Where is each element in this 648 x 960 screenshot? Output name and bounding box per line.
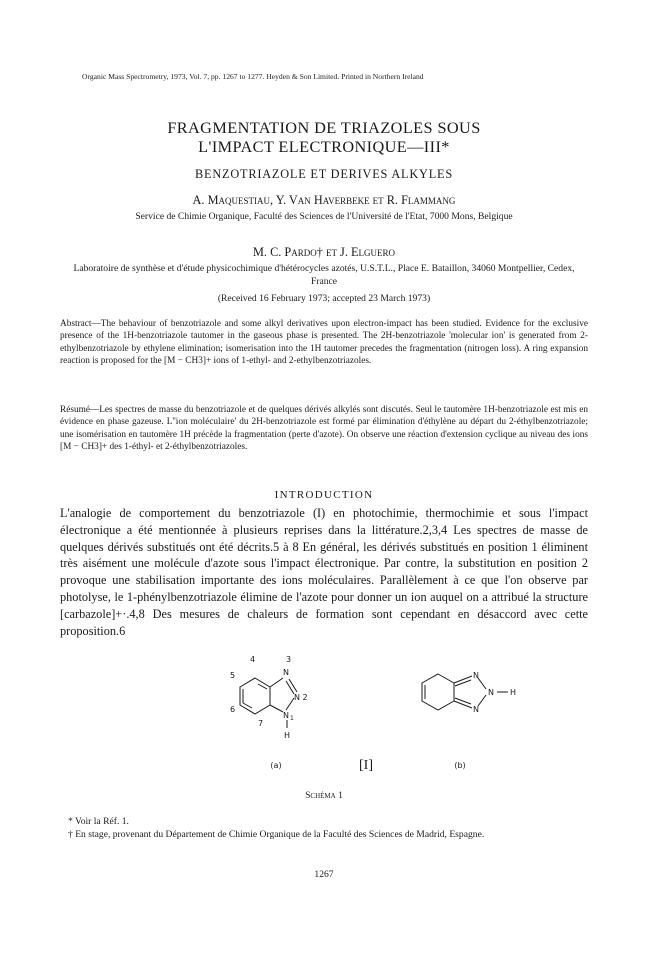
abstract-french: Résumé—Les spectres de masse du benzotriazole et de quelques dérivés alkylés sont discutés. Seul le tautomère 1H-benzotriazole est mis en évidence en phase gazeuse. L''ion moléculaire' du 2H-benzotriazole est formé par élimination d'éthylène au départ du 2-éthylbenzotriazole; une isomérisation en tautomère 1H précède la fragmentation (perte d'azote). On observe une réaction d'extension cyclique au niveau des ions [M − CH3]+ des 1-éthyl- et 2-éthylbenzotriazoles.: [60, 405, 588, 453]
structure-b-labels: [473, 671, 516, 714]
benzene-ring-b: [422, 674, 454, 710]
bond-c-n3: [270, 678, 283, 687]
footnotes: [60, 816, 588, 842]
structure-a: [240, 678, 297, 728]
scheme-caption: Schéma 1: [305, 790, 343, 801]
atom-b-h: H: [510, 688, 517, 697]
atom-h: H: [284, 731, 291, 740]
atom-b-n-top: N: [473, 671, 479, 680]
bond-c-n-bottom: [454, 701, 472, 708]
authors-group-1: A. Maquestiau, Y. Van Haverbeke et R. Flammang: [192, 193, 456, 207]
atom-number-4: 4: [250, 655, 256, 664]
section-heading: INTRODUCTION: [274, 489, 374, 501]
bond-n2-n1: [286, 698, 294, 710]
atom-n3: N: [283, 668, 289, 677]
footnote-1: * Voir la Réf. 1.: [68, 816, 129, 827]
journal-header: Organic Mass Spectrometry, 1973, Vol. 7, pp. 1267 to 1277. Heyden & Son Limited. Printed in Northern Ireland: [82, 72, 424, 81]
bond-n-n2-bottom: [478, 695, 486, 706]
scheme-label-a: (a): [270, 761, 282, 770]
atom-b-n-bottom: N: [473, 705, 479, 714]
paper-title: [0, 118, 648, 156]
bond-c-n-top: [454, 676, 472, 683]
structure-a-labels: [230, 655, 308, 740]
atom-b-n2: N: [488, 688, 494, 697]
footnote-2: † En stage, provenant du Département de Chimie Organique de la Faculté des Sciences de Madrid, Espagne.: [68, 828, 485, 840]
abstract-english: Abstract—The behaviour of benzotriazole and some alkyl derivatives upon electron-impact has been studied. Evidence for the exclusive presence of the 1H-benzotriazole tautomer in the gaseous phase is presented. The 2H-benzotriazole 'molecular ion' is generated from 2-ethylbenzotriazole by ethylene elimination; isomerisation into the 1H tautomer precedes the fragmentation (nitrogen loss). A ring expansion reaction is proposed for the [M − CH3]+ ions of 1-ethyl- and 2-ethylbenzotriazoles.: [60, 319, 588, 367]
scheme-label-b: (b): [454, 761, 466, 770]
bond-n3-n2-double: [289, 679, 297, 692]
introduction-paragraph: L'analogie de comportement du benzotriazole (I) en photochimie, thermochimie et sous l'impact électronique a été mentionnée à plusieurs reprises dans la littérature.2,3,4 Les spectres de masse de quelques dérivés substitués ont été décrits.5 à 8 En général, les dérivés substitués en position 1 éliminent très aisément une molécule d'azote sous l'impact électronique. Par contre, la substitution en position 2 provoque une stabilisation importante des ions moléculaires. Parallèlement à ce que l'on observe par photolyse, le 1-phénylbenzotriazole élimine de l'azote pour donner un ion auquel on a attribué la structure [carbazole]+·.4,8 Des mesures de chaleurs de formation sont cependant en désaccord avec cette proposition.6: [60, 506, 588, 638]
atom-n2: N 2: [294, 693, 308, 702]
scheme-label-I: [I]: [359, 758, 373, 773]
bond-c-n-bottom-double: [455, 698, 471, 704]
affiliation-2: Laboratoire de synthèse et d'étude physicochimique d'hétérocycles azotés, U.S.T.L., Place E. Bataillon, 34060 Montpellier, Cedex, France: [73, 263, 575, 287]
affiliation-1: Service de Chimie Organique, Faculté des Sciences de l'Université de l'Etat, 7000 Mons, Belgique: [135, 211, 513, 222]
structure-b: [422, 674, 508, 710]
title-line-2: L'IMPACT ELECTRONIQUE—III*: [198, 137, 450, 156]
atom-number-3: 3: [286, 655, 292, 664]
received-dates: (Received 16 February 1973; accepted 23 March 1973): [217, 293, 431, 304]
page-number: 1267: [314, 869, 334, 880]
bond-c-n1: [270, 705, 283, 712]
title-line-1: FRAGMENTATION DE TRIAZOLES SOUS: [167, 118, 481, 137]
atom-number-5: 5: [230, 671, 236, 680]
bond-n-n2-top: [478, 678, 486, 689]
scheme-1-figure: [0, 648, 648, 798]
atom-number-7: 7: [258, 719, 264, 728]
bond-n3-n2: [286, 681, 294, 694]
atom-n1: N: [283, 711, 289, 720]
paper-subtitle: BENZOTRIAZOLE ET DERIVES ALKYLES: [195, 167, 453, 181]
authors-group-2: M. C. Pardo† et J. Elguero: [252, 245, 395, 259]
benzene-ring-a: [240, 678, 270, 714]
atom-number-1: 1: [290, 715, 294, 722]
bond-c-n-top-double: [455, 680, 471, 686]
atom-number-6: 6: [230, 705, 236, 714]
